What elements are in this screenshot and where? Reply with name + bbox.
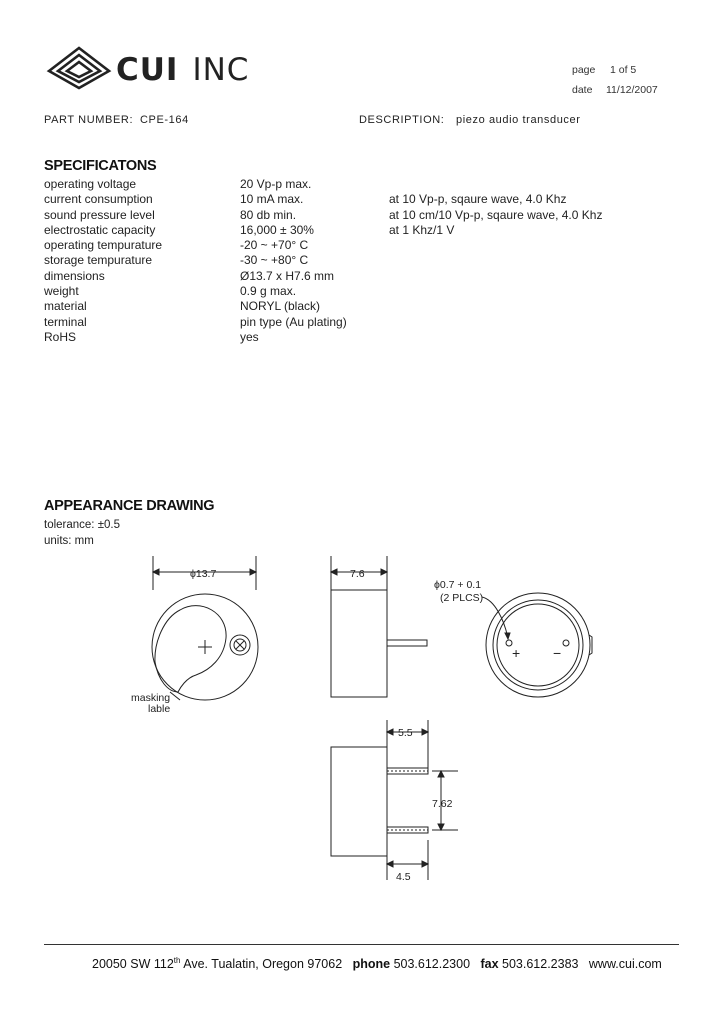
masking-label-shape (155, 606, 226, 692)
side-view-top (331, 556, 427, 697)
spec-condition (389, 177, 602, 192)
company-name (116, 52, 249, 88)
spec-value: -20 ~ +70° C (240, 238, 309, 253)
spec-value: 80 db min. (240, 207, 297, 222)
spec-value: yes (240, 329, 259, 344)
specifications-title: SPECIFICATONS (44, 158, 157, 174)
dim-diameter-label: ϕ13.7 (190, 568, 217, 580)
plus-terminal-icon: + (512, 645, 521, 661)
footer-phone-value: 503.612.2300 (393, 957, 471, 972)
spec-conditions-column (389, 177, 602, 238)
dim-pin-spacing-label: 7.62 (432, 798, 453, 810)
spec-names-column (44, 177, 162, 345)
minus-terminal-icon: − (553, 645, 562, 661)
footer-fax-label: fax (480, 957, 499, 972)
footer-contact (92, 956, 662, 971)
spec-value: 20 Vp-p max. (240, 177, 312, 191)
side-pin-outline (387, 640, 427, 646)
spec-name: sound pressure level (44, 207, 155, 222)
spec-name: material (44, 299, 87, 314)
spec-condition: at 10 cm/10 Vp-p, sqaure wave, 4.0 Khz (389, 207, 603, 222)
date-label: date (572, 84, 593, 96)
description-value: piezo audio transducer (456, 114, 581, 126)
dim-pin-offset-label: 4.5 (396, 871, 411, 883)
rear-body-outline (486, 593, 590, 697)
footer-address-sup: th (173, 956, 181, 965)
spec-value: Ø13.7 x H7.6 mm (240, 268, 335, 283)
dim-height-label: 7.6 (350, 568, 365, 580)
side-body-outline (331, 590, 387, 697)
dim-hole-label: ϕ0.7 + 0.1 (434, 579, 482, 591)
part-number-label: PART NUMBER: (44, 114, 134, 126)
spec-values-column (240, 177, 347, 345)
masking-label-text: masking (131, 692, 171, 704)
spec-name: terminal (44, 314, 87, 329)
spec-condition: at 10 Vp-p, sqaure wave, 4.0 Khz (389, 192, 567, 207)
date-value: 11/12/2007 (606, 84, 658, 96)
footer-website-link[interactable]: www.cui.com (588, 957, 662, 972)
appearance-title: APPEARANCE DRAWING (44, 498, 215, 514)
footer-phone-label: phone (352, 957, 391, 972)
spec-name: dimensions (44, 268, 105, 283)
part-number-value: CPE-164 (140, 114, 189, 126)
spec-name: weight (44, 284, 79, 299)
cui-logo-mark-icon (46, 44, 112, 90)
tolerance-note: tolerance: ±0.5 (44, 519, 120, 531)
units-note: units: mm (44, 535, 94, 547)
company-name-rest: INC (192, 52, 250, 88)
spec-value: NORYL (black) (240, 299, 321, 314)
company-name-bold: CUI (116, 52, 179, 88)
spec-name: electrostatic capacity (44, 222, 156, 237)
spec-value: -30 ~ +80° C (240, 253, 309, 268)
page-value: 1 of 5 (610, 64, 637, 76)
spec-value: 0.9 g max. (240, 284, 297, 299)
footer-address-rest: Ave. Tualatin, Oregon 97062 (180, 957, 343, 972)
spec-value: pin type (Au plating) (240, 314, 347, 329)
rear-pin-hole (563, 640, 569, 646)
footer-fax-value: 503.612.2383 (502, 957, 579, 972)
spec-name: current consumption (44, 192, 153, 207)
spec-condition: at 1 Khz/1 V (389, 222, 455, 237)
spec-name: operating tempurature (44, 238, 163, 253)
spec-name: storage tempurature (44, 253, 153, 268)
appearance-drawing (0, 550, 720, 890)
spec-value: 16,000 ± 30% (240, 222, 314, 237)
spec-name: operating voltage (44, 177, 137, 191)
rear-view (482, 593, 592, 697)
spec-name: RoHS (44, 329, 77, 344)
page-label: page (572, 64, 596, 76)
side-body-outline (331, 747, 387, 856)
footer-divider (44, 944, 679, 945)
description-label: DESCRIPTION: (359, 114, 445, 126)
footer-address: 20050 SW 112 (92, 957, 174, 972)
masking-label-text-2: lable (148, 703, 171, 715)
dim-pin-length-label: 5.5 (398, 727, 413, 739)
spec-value: 10 mA max. (240, 192, 304, 207)
dim-hole-note: (2 PLCS) (440, 592, 484, 604)
